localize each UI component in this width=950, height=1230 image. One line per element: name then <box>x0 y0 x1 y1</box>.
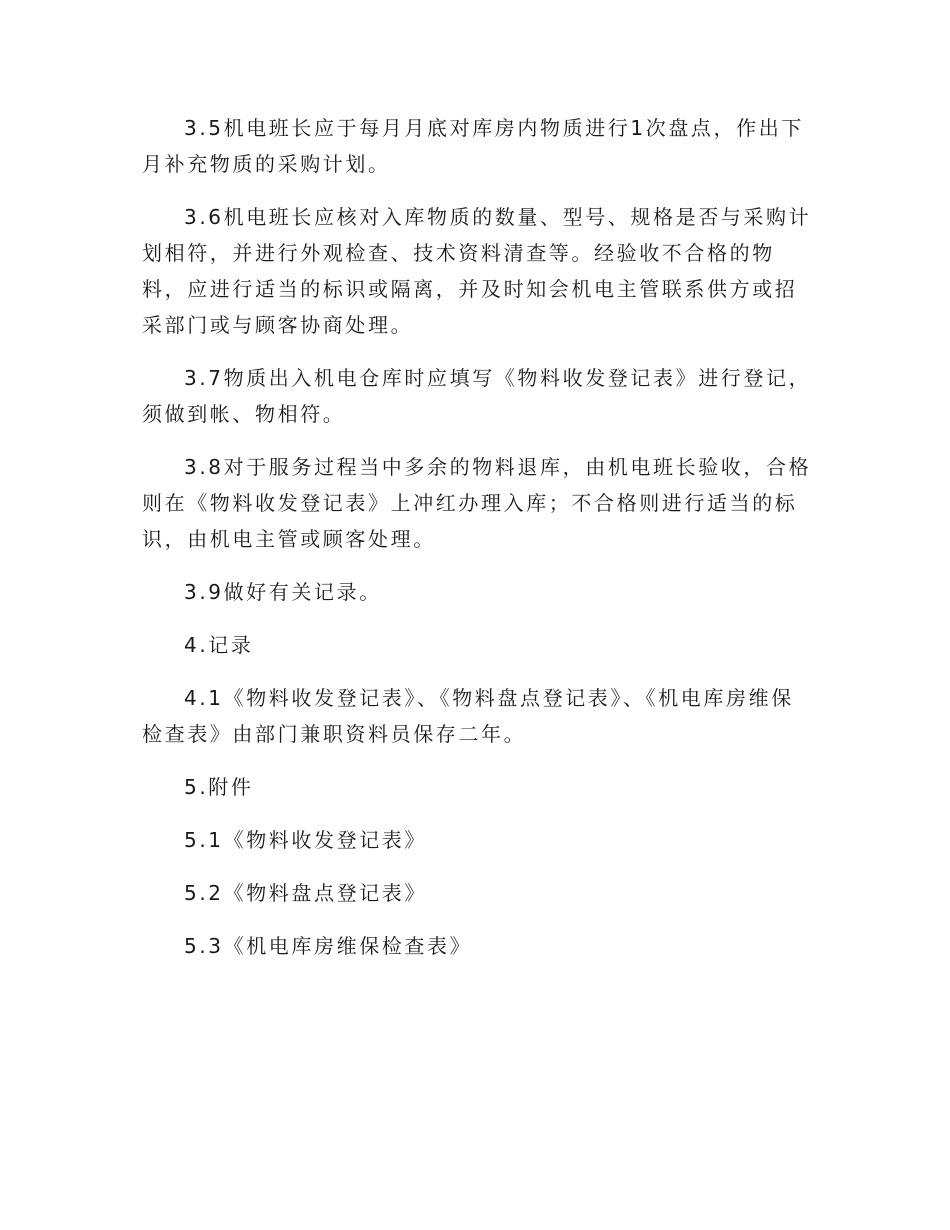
paragraph-4-1: 4.1《物料收发登记表》、《物料盘点登记表》、《机电库房维保检查表》由部门兼职资料员保存二年。 <box>142 686 794 746</box>
paragraph-3-9: 3.9做好有关记录。 <box>184 580 382 604</box>
attachment-5-2: 5.2《物料盘点登记表》 <box>184 881 428 905</box>
document-body <box>142 110 812 981</box>
paragraph-3-6: 3.6机电班长应核对入库物质的数量、型号、规格是否与采购计划相符，并进行外观检查、技术资料清查等。经验收不合格的物料，应进行适当的标识或隔离，并及时知会机电主管联系供方或招采部门或与顾客协商处理。 <box>142 205 812 337</box>
paragraph-3-8: 3.8对于服务过程当中多余的物料退库，由机电班长验收，合格则在《物料收发登记表》上冲红办理入库；不合格则进行适当的标识，由机电主管或顾客处理。 <box>142 455 812 551</box>
section-heading-attachments: 5.附件 <box>184 775 254 799</box>
attachment-5-3: 5.3《机电库房维保检查表》 <box>184 934 473 958</box>
section-heading-records: 4.记录 <box>184 633 254 657</box>
paragraph-3-5: 3.5机电班长应于每月月底对库房内物质进行1次盘点，作出下月补充物质的采购计划。 <box>142 116 804 176</box>
attachment-5-1: 5.1《物料收发登记表》 <box>184 828 428 852</box>
paragraph-3-7: 3.7物质出入机电仓库时应填写《物料收发登记表》进行登记，须做到帐、物相符。 <box>142 366 812 426</box>
